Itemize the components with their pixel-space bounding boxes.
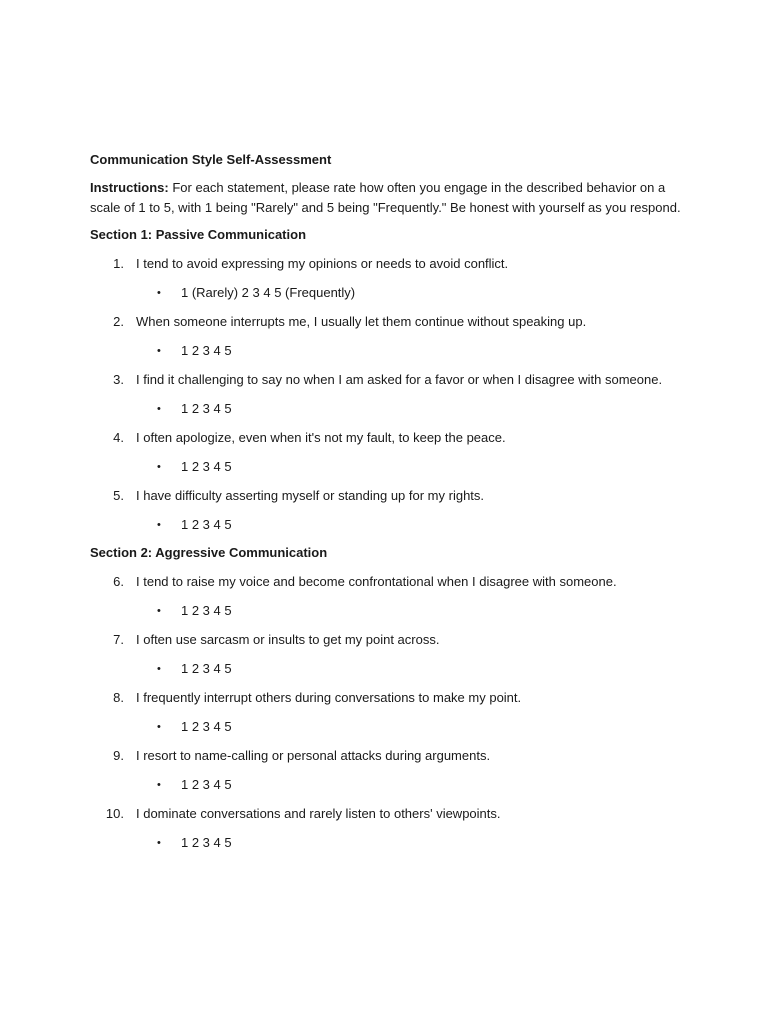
question-number: 7. xyxy=(113,632,124,647)
question-item xyxy=(90,428,690,477)
rating-scale-text: 1 2 3 4 5 xyxy=(181,777,232,792)
rating-scale xyxy=(90,659,690,679)
rating-scale-text: 1 2 3 4 5 xyxy=(181,603,232,618)
question-list xyxy=(90,254,690,535)
question-statement xyxy=(90,688,690,708)
rating-scale xyxy=(90,833,690,853)
rating-scale xyxy=(90,341,690,361)
question-item xyxy=(90,312,690,361)
question-statement xyxy=(90,428,690,448)
bullet-icon: • xyxy=(157,461,161,473)
question-text: I often apologize, even when it's not my fault, to keep the peace. xyxy=(136,430,506,445)
rating-scale xyxy=(90,775,690,795)
rating-scale xyxy=(90,601,690,621)
question-item xyxy=(90,630,690,679)
rating-scale xyxy=(90,717,690,737)
bullet-icon: • xyxy=(157,779,161,791)
question-statement xyxy=(90,486,690,506)
question-item xyxy=(90,746,690,795)
rating-scale xyxy=(90,283,690,303)
section-aggressive xyxy=(90,543,690,853)
question-text: I tend to raise my voice and become confrontational when I disagree with someone. xyxy=(136,574,617,589)
rating-scale-text: 1 (Rarely) 2 3 4 5 (Frequently) xyxy=(181,285,356,300)
rating-scale-text: 1 2 3 4 5 xyxy=(181,343,232,358)
question-text: I often use sarcasm or insults to get my point across. xyxy=(136,632,440,647)
rating-scale-text: 1 2 3 4 5 xyxy=(181,719,232,734)
rating-scale-text: 1 2 3 4 5 xyxy=(181,459,232,474)
question-text: I resort to name-calling or personal attacks during arguments. xyxy=(136,748,491,763)
rating-scale-text: 1 2 3 4 5 xyxy=(181,517,232,532)
question-statement xyxy=(90,804,690,824)
rating-scale-text: 1 2 3 4 5 xyxy=(181,661,232,676)
document-title: Communication Style Self-Assessment xyxy=(90,152,332,167)
rating-scale-text: 1 2 3 4 5 xyxy=(181,401,232,416)
bullet-icon: • xyxy=(157,721,161,733)
question-text: I tend to avoid expressing my opinions or needs to avoid conflict. xyxy=(136,256,509,271)
question-item xyxy=(90,486,690,535)
question-item xyxy=(90,572,690,621)
rating-scale xyxy=(90,457,690,477)
question-item xyxy=(90,804,690,853)
instructions-paragraph xyxy=(90,178,690,217)
question-item xyxy=(90,370,690,419)
question-statement xyxy=(90,746,690,766)
question-item xyxy=(90,688,690,737)
document-page xyxy=(90,150,690,853)
question-number: 10. xyxy=(105,806,124,821)
question-list xyxy=(90,572,690,853)
bullet-icon: • xyxy=(157,403,161,415)
question-statement xyxy=(90,630,690,650)
bullet-icon: • xyxy=(157,287,161,299)
question-text: I have difficulty asserting myself or standing up for my rights. xyxy=(136,488,485,503)
question-text: When someone interrupts me, I usually let them continue without speaking up. xyxy=(136,314,587,329)
rating-scale-text: 1 2 3 4 5 xyxy=(181,835,232,850)
question-text: I frequently interrupt others during conversations to make my point. xyxy=(136,690,522,705)
question-text: I find it challenging to say no when I am asked for a favor or when I disagree with someone. xyxy=(136,372,663,387)
question-statement xyxy=(90,572,690,592)
question-number: 6. xyxy=(113,574,124,589)
question-statement xyxy=(90,254,690,274)
question-number: 1. xyxy=(113,256,124,271)
question-statement xyxy=(90,312,690,332)
question-number: 8. xyxy=(113,690,124,705)
rating-scale xyxy=(90,515,690,535)
question-statement xyxy=(90,370,690,390)
question-number: 2. xyxy=(113,314,124,329)
question-item xyxy=(90,254,690,303)
bullet-icon: • xyxy=(157,605,161,617)
instructions-text: For each statement, please rate how often you engage in the described behavior on a scale of 1 to 5, with 1 being "Rarely" and 5 being "Frequently." Be honest with yourself as you respond. xyxy=(90,180,681,215)
bullet-icon: • xyxy=(157,837,161,849)
section-heading: Section 1: Passive Communication xyxy=(90,227,307,242)
bullet-icon: • xyxy=(157,519,161,531)
section-passive xyxy=(90,225,690,535)
bullet-icon: • xyxy=(157,345,161,357)
question-number: 9. xyxy=(113,748,124,763)
question-number: 4. xyxy=(113,430,124,445)
instructions-label: Instructions: xyxy=(90,180,169,195)
question-text: I dominate conversations and rarely listen to others' viewpoints. xyxy=(136,806,501,821)
question-number: 5. xyxy=(113,488,124,503)
bullet-icon: • xyxy=(157,663,161,675)
question-number: 3. xyxy=(113,372,124,387)
section-heading: Section 2: Aggressive Communication xyxy=(90,545,328,560)
rating-scale xyxy=(90,399,690,419)
